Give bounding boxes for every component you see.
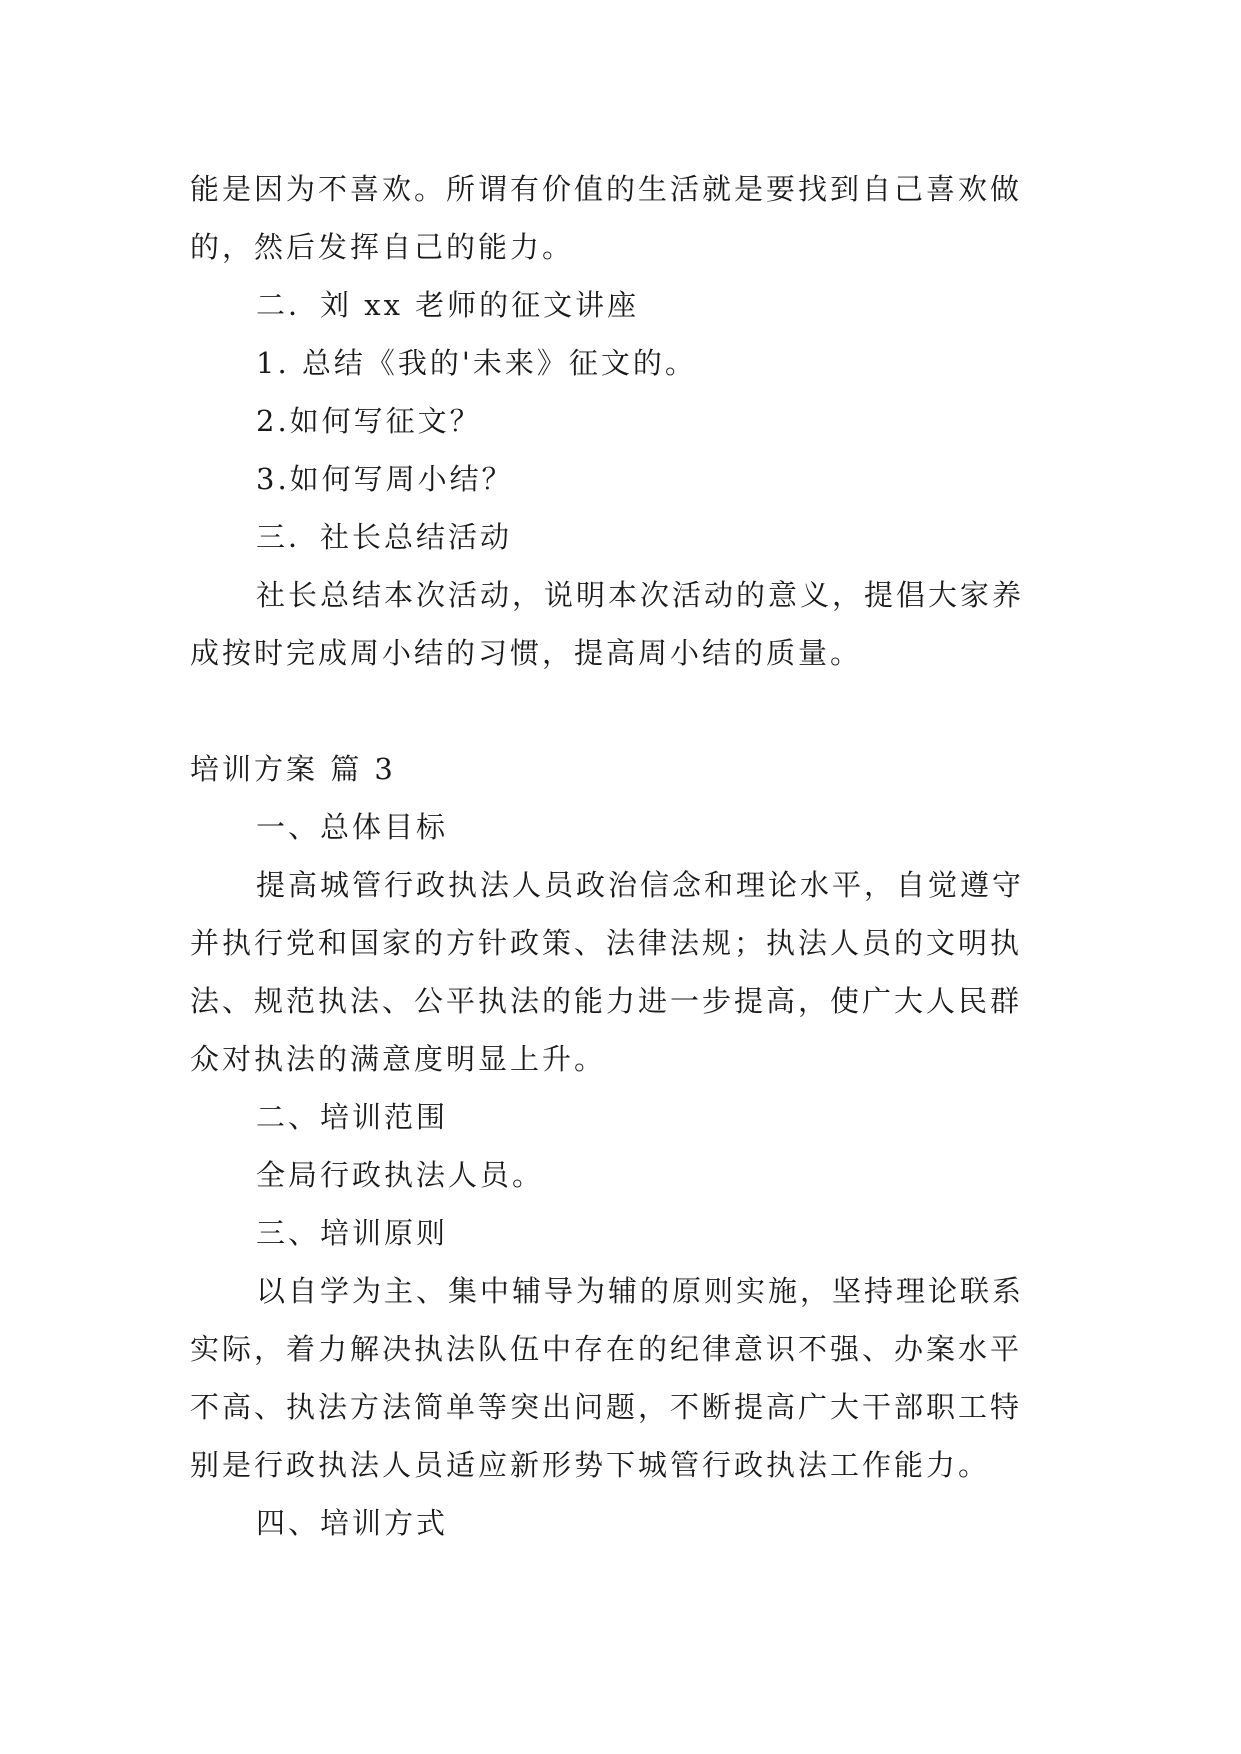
paragraph-line: 别是行政执法人员适应新形势下城管行政执法工作能力。 bbox=[190, 1448, 991, 1482]
paragraph-line: 能是因为不喜欢。所谓有价值的生活就是要找到自己喜欢做 bbox=[190, 172, 1023, 206]
paragraph-line: 并执行党和国家的方针政策、法律法规；执法人员的文明执 bbox=[190, 926, 1023, 960]
list-item: 1. 总结《我的'未来》征文的。 bbox=[256, 346, 697, 380]
section-heading: 三、培训原则 bbox=[256, 1216, 449, 1250]
list-item: 3.如何写周小结？ bbox=[256, 462, 514, 496]
section-heading: 二、培训范围 bbox=[256, 1100, 449, 1134]
section-heading: 四、培训方式 bbox=[256, 1506, 449, 1540]
paragraph-line: 以自学为主、集中辅导为辅的原则实施，坚持理论联系 bbox=[256, 1274, 1025, 1308]
paragraph-line: 全局行政执法人员。 bbox=[256, 1158, 545, 1192]
document-body bbox=[190, 160, 1050, 1552]
paragraph-line: 成按时完成周小结的习惯，提高周小结的质量。 bbox=[190, 636, 863, 670]
section-heading: 一、总体目标 bbox=[256, 810, 449, 844]
paragraph-line: 不高、执法方法简单等突出问题，不断提高广大干部职工特 bbox=[190, 1390, 1023, 1424]
list-item: 2.如何写征文？ bbox=[256, 404, 482, 438]
paragraph-line: 法、规范执法、公平执法的能力进一步提高，使广大人民群 bbox=[190, 984, 1023, 1018]
spacer bbox=[190, 682, 1050, 740]
paragraph-line: 的，然后发挥自己的能力。 bbox=[190, 230, 575, 264]
section-heading: 二．刘 xx 老师的征文讲座 bbox=[256, 288, 640, 322]
paragraph-line: 提高城管行政执法人员政治信念和理论水平，自觉遵守 bbox=[256, 868, 1025, 902]
document-title: 培训方案 篇 3 bbox=[190, 752, 396, 786]
paragraph-line: 社长总结本次活动，说明本次活动的意义，提倡大家养 bbox=[256, 578, 1025, 612]
paragraph-line: 实际，着力解决执法队伍中存在的纪律意识不强、办案水平 bbox=[190, 1332, 1023, 1366]
section-heading: 三．社长总结活动 bbox=[256, 520, 513, 554]
paragraph-line: 众对执法的满意度明显上升。 bbox=[190, 1042, 607, 1076]
